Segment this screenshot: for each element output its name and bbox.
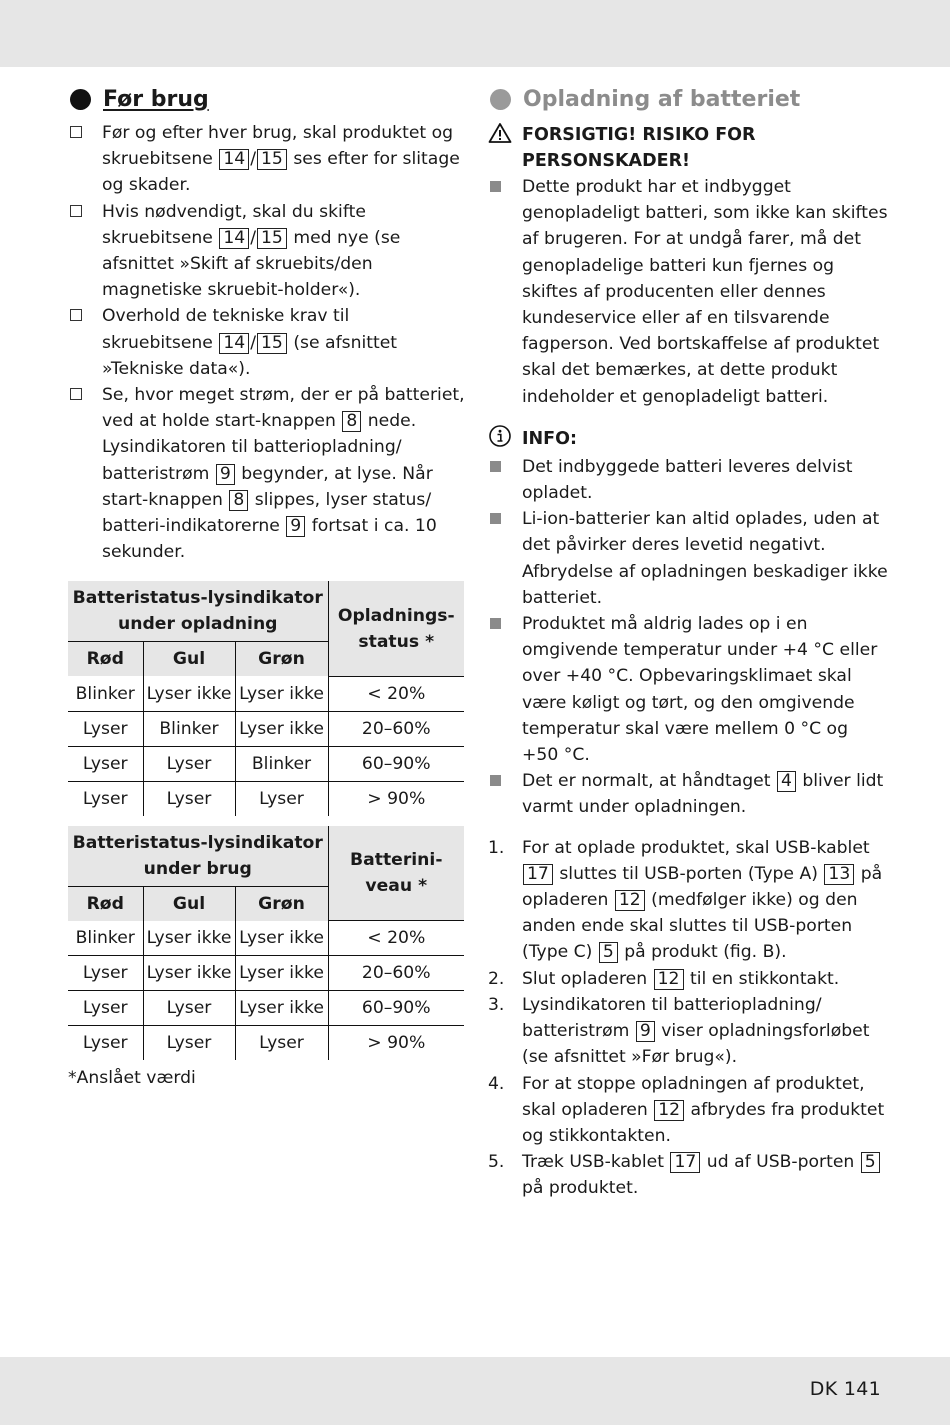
list-item [488,768,888,820]
table-cell: Blinker [68,921,143,956]
table-cell: Lyser ikke [143,676,235,711]
page-number: DK 141 [809,1378,881,1400]
text-run: Træk USB-kablet [522,1152,670,1173]
list-item-text [102,120,465,199]
part-reference-number: 8 [229,490,248,511]
section-bullet-icon [70,89,91,110]
part-reference-number: 9 [216,464,235,485]
part-reference-number: 9 [636,1021,655,1042]
table-row [68,781,464,816]
text-run: Overhold de tekniske krav til skruebitsene [102,306,350,353]
table-cell: Lyser [235,781,328,816]
col-header-yellow: Gul [143,886,235,921]
part-reference-number: 5 [861,1152,880,1173]
step-number: 2. [488,968,505,989]
table-cell: Lyser ikke [235,921,328,956]
square-bullet-icon [488,506,522,611]
part-reference-number: 9 [286,516,305,537]
text-run: For at oplade produktet, skal USB-kablet [522,837,870,858]
table-cell: Lyser [143,746,235,781]
step-item [488,1071,888,1150]
step-number: 3. [488,994,505,1015]
text-run: Hvis nødvendigt, skal du skifte skruebitsene [102,201,366,248]
list-item-text [102,303,465,382]
part-reference-number: 14 [219,149,249,170]
list-item [488,611,888,768]
part-reference-number: 12 [654,969,684,990]
info-icon [488,424,522,453]
text-run: Li-ion-batterier kan altid oplades, uden at det påvirker deres levetid negativt. Afbrydelse af opladningen beskadiger ikke batteriet. [522,509,888,608]
text-run: på opladeren [522,863,883,911]
table-cell: Lyser ikke [235,991,328,1026]
header-band [0,0,950,67]
part-reference-number: 4 [777,771,796,792]
text-run: viser opladningsforløbet (se afsnittet »Før brug«). [522,1021,870,1068]
table-cell: Lyser ikke [235,711,328,746]
charging-steps-list [488,835,888,1202]
part-reference-number: 8 [342,411,361,432]
list-item-text [522,454,888,506]
step-text [522,1149,888,1201]
table-row [68,921,464,956]
col-header-red: Rød [68,886,143,921]
table-cell: 20–60% [328,711,464,746]
part-reference-number: 14 [219,333,249,354]
table-cell: < 20% [328,676,464,711]
step-text [522,992,888,1071]
list-item-text [522,768,888,820]
text-run: ud af USB-porten [701,1152,860,1173]
part-reference-number: 15 [257,149,287,170]
square-bullet-icon [490,181,501,192]
info-heading [488,424,888,454]
usage-status-table [68,826,464,1061]
text-run: ses efter for slitage og skader. [102,149,460,196]
table-cell: < 20% [328,921,464,956]
list-item-text [522,611,888,768]
table-cell: Lyser ikke [235,956,328,991]
text-run: bliver lidt varmt under opladningen. [522,771,884,818]
text-run: Lysindikatoren til batteriopladning/ batteristrøm [522,994,822,1042]
table-body [68,921,464,1061]
text-run: (se afsnittet »Tekniske data«). [102,332,398,379]
square-bullet-icon [490,513,501,524]
section-title: Opladning af batteriet [523,86,801,112]
list-item [488,174,888,410]
table-cell: Lyser ikke [143,956,235,991]
table-cell: Lyser [68,746,143,781]
text-run: Før og efter hver brug, skal produktet og skruebitsene [102,123,454,170]
checkbox-square-icon [70,205,82,217]
section-bullet-icon [490,89,511,110]
step-item [488,966,888,992]
table-cell: Blinker [235,746,328,781]
table-row [68,991,464,1026]
table-row [68,956,464,991]
list-item-text [522,506,888,611]
table-cell: > 90% [328,781,464,816]
step-item [488,992,888,1071]
list-item-text: Dette produkt har et indbygget genopladeligt batteri, som ikke kan skiftes af brugeren. For at undgå farer, må det genopladelige batteri kun fjernes og skiftes af producenten eller dennes kundeservice eller af en tilsvarende fagperson. Ved bortskaffelse af produktet skal det bemærkes, at dette produkt indeholder et genopladeligt batteri. [522,177,888,407]
warning-triangle-icon [488,122,522,174]
text-run: til en stikkontakt. [684,968,840,989]
charging-status-table [68,581,464,816]
list-item-text [102,199,465,304]
col-header-green: Grøn [235,642,328,677]
list-item [68,120,465,199]
part-reference-number: 14 [219,228,249,249]
text-run: med nye (se afsnittet »Skift af skruebits/den magnetiske skruebit-holder«). [102,227,401,301]
text-run: Produktet må aldrig lades op i en omgivende temperatur under +4 °C eller over +40 °C. Opbevaringsklimaet skal være køligt og tørt, og den omgivende temperatur skal være mellem 0 °C og +50 °C. [522,614,878,766]
list-item [68,303,465,382]
part-reference-number: 15 [257,333,287,354]
table-cell: 60–90% [328,746,464,781]
part-reference-number: 12 [615,890,645,911]
table-cell: Lyser ikke [143,921,235,956]
square-bullet-icon [490,618,501,629]
table-cell: Lyser [143,991,235,1026]
warning-heading [488,122,888,174]
table-cell: 60–90% [328,991,464,1026]
text-run: sluttes til USB-porten (Type A) [553,863,824,884]
info-title: INFO: [522,428,577,449]
section-heading-charging [488,82,888,116]
table-status-header: Opladnings-status * [328,581,464,676]
table-row [68,711,464,746]
table-cell: Blinker [143,711,235,746]
table-cell: Lyser [68,711,143,746]
col-header-green: Grøn [235,886,328,921]
table-cell: Lyser [68,956,143,991]
checkbox-square-icon [70,388,82,400]
before-use-list [68,120,465,565]
text-run: Det indbyggede batteri leveres delvist opladet. [522,456,853,504]
col-header-red: Rød [68,642,143,677]
text-run: / [250,332,256,353]
step-text [522,966,888,992]
text-run: slippes, lyser status/ batteri-indikatorerne [102,489,432,537]
step-number: 1. [488,837,505,858]
part-reference-number: 5 [599,942,618,963]
step-item [488,835,888,966]
list-item [488,506,888,611]
table-cell: Lyser [143,1026,235,1061]
text-run: For at stoppe opladningen af produktet, skal opladeren [522,1073,865,1120]
step-item [488,1149,888,1201]
usage-status-table-wrap [68,826,465,1061]
table-row [68,1026,464,1061]
text-run: / [250,149,256,170]
right-column [488,82,888,1202]
footnote: *Anslået værdi [68,1068,196,1089]
footer-band [0,1357,950,1425]
list-item [488,454,888,506]
table-row [68,676,464,711]
checkbox-square-icon [70,126,82,138]
step-number: 4. [488,1073,505,1094]
list-item [68,382,465,565]
col-header-yellow: Gul [143,642,235,677]
square-bullet-icon [490,775,501,786]
text-run: på produkt (fig. B). [618,942,787,963]
table-cell: > 90% [328,1026,464,1061]
table-cell: Lyser [143,781,235,816]
table-cell: 20–60% [328,956,464,991]
square-bullet-icon [488,768,522,820]
table-cell: Lyser [68,991,143,1026]
table-cell: Lyser ikke [235,676,328,711]
charging-status-table-wrap [68,581,465,816]
text-run: begynder, at lyse. Når start-knappen [102,463,433,510]
text-run: afbrydes fra produktet og stikkontakten. [522,1099,885,1146]
table-cell: Lyser [235,1026,328,1061]
step-number: 5. [488,1152,505,1173]
square-bullet-icon [490,461,501,472]
text-run: Se, hvor meget strøm, der er på batteriet, ved at holde start-knappen [102,385,465,432]
checkbox-square-icon [68,382,102,565]
list-item-text [102,382,465,565]
warning-title: FORSIGTIG! RISIKO FOR PERSONSKADER! [522,125,756,171]
square-bullet-icon [488,454,522,506]
text-run: Det er normalt, at håndtaget [522,771,776,792]
step-text [522,835,888,966]
part-reference-number: 13 [824,864,854,885]
table-body [68,676,464,816]
section-heading-before-use [68,82,465,116]
table-group-header: Batteristatus-lysindikator under opladning [68,581,328,642]
warning-list [488,174,888,410]
checkbox-square-icon [68,120,102,199]
part-reference-number: 15 [257,228,287,249]
part-reference-number: 17 [670,1152,700,1173]
step-text [522,1071,888,1150]
table-group-header: Batteristatus-lysindikator under brug [68,826,328,887]
text-run: (medfølger ikke) og den anden ende skal sluttes til USB-porten (Type C) [522,890,858,963]
section-title: Før brug [103,86,209,112]
list-item [68,199,465,304]
square-bullet-icon [488,174,522,410]
table-row [68,746,464,781]
table-cell: Blinker [68,676,143,711]
checkbox-square-icon [68,303,102,382]
text-run: nede. Lysindikatoren til batteriopladning/ batteristrøm [102,411,417,484]
table-cell: Lyser [68,781,143,816]
square-bullet-icon [488,611,522,768]
checkbox-square-icon [68,199,102,304]
left-column [68,82,465,1088]
text-run: Slut opladeren [522,968,653,989]
text-run: fortsat i ca. 10 sekunder. [102,516,437,563]
part-reference-number: 17 [523,864,553,885]
table-cell: Lyser [68,1026,143,1061]
table-status-header: Batterini-veau * [328,826,464,921]
info-list [488,454,888,821]
part-reference-number: 12 [654,1100,684,1121]
checkbox-square-icon [70,309,82,321]
text-run: / [250,227,256,248]
text-run: på produktet. [522,1178,639,1199]
